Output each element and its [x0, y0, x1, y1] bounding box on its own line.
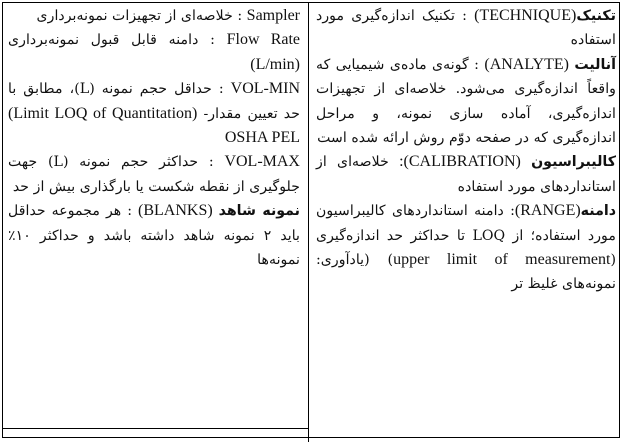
- vol-max-description: : حداکثر حجم نمونه (L) جهت جلوگیری از نقطه شکست یا بارگذاری بیش از حد: [8, 154, 300, 195]
- technique-entry: [316, 4, 616, 53]
- analyte-latin: (ANALYTE): [484, 55, 569, 73]
- blanks-entry: [8, 199, 300, 272]
- sampler-entry: [8, 4, 300, 28]
- left-column: [8, 4, 300, 272]
- flow-rate-unit: (L/min): [250, 55, 300, 73]
- calibration-description: خلاصه‌ای از استانداردهای مورد استفاده: [316, 154, 616, 195]
- blanks-description: : هر مجموعه حداقل باید ۲ نمونه شاهد داشته باشد و حداکثر ۱۰٪ نمونه‌ها: [8, 203, 300, 269]
- vol-min-description: : حداقل حجم نمونه (L)، مطابق با حد تعیین مقدار-: [8, 81, 301, 122]
- calibration-entry: [316, 150, 616, 199]
- range-description-2: ) (یادآوری: نمونه‌های غلیظ تر: [316, 252, 616, 293]
- sampler-description: : خلاصه‌ای از تجهیزات نمونه‌برداری: [36, 8, 243, 24]
- analyte-description: : گونه‌ی ماده‌ی شیمیایی که واقعاً اندازه‌گیری می‌شود. خلاصه‌ای از تجهیزات اندازه‌گیری، آماده سازی نمونه، و مراحل اندازه‌گیری که در صفحه دوّم روش ارائه شده است: [316, 56, 616, 147]
- right-column: [316, 4, 616, 297]
- analyte-entry: [316, 53, 616, 151]
- range-latin-2: upper limit of measurement: [393, 251, 611, 269]
- blanks-term: نمونه شاهد: [218, 203, 301, 220]
- vol-min-entry: [8, 77, 300, 150]
- flow-rate-latin: Flow Rate: [226, 31, 301, 49]
- technique-description: : تکنیک اندازه‌گیری مورد استفاده: [316, 8, 616, 49]
- range-entry: [316, 199, 616, 297]
- blanks-latin: (BLANKS): [138, 202, 213, 220]
- sampler-latin: Sampler: [246, 7, 300, 24]
- range-term: دامنه: [580, 203, 616, 220]
- vol-max-latin: VOL-MAX: [224, 153, 300, 171]
- calibration-latin: (CALIBRATION):: [399, 153, 521, 171]
- vol-max-entry: [8, 150, 300, 199]
- analyte-term: آنالیت: [574, 56, 616, 73]
- vol-min-latin: VOL-MIN: [230, 80, 300, 98]
- range-latin: (RANGE): [514, 202, 581, 220]
- column-divider: [308, 2, 309, 442]
- row-divider: [2, 428, 308, 429]
- range-description-1: : دامنه استانداردهای کالیبراسیون مورد استفاده؛ از LOQ تا حداکثر حد اندازه‌گیری (: [316, 203, 617, 269]
- calibration-term: کالیبراسیون: [531, 154, 616, 171]
- flow-rate-description: : دامنه قابل قبول نمونه‌برداری: [8, 32, 215, 49]
- technique-term: تکنیک: [576, 8, 617, 24]
- technique-latin: (TECHNIQUE): [474, 7, 577, 24]
- flow-rate-entry: [8, 28, 300, 77]
- vol-min-latin-2: (Limit LOQ of Quantitation) OSHA PEL: [8, 104, 300, 147]
